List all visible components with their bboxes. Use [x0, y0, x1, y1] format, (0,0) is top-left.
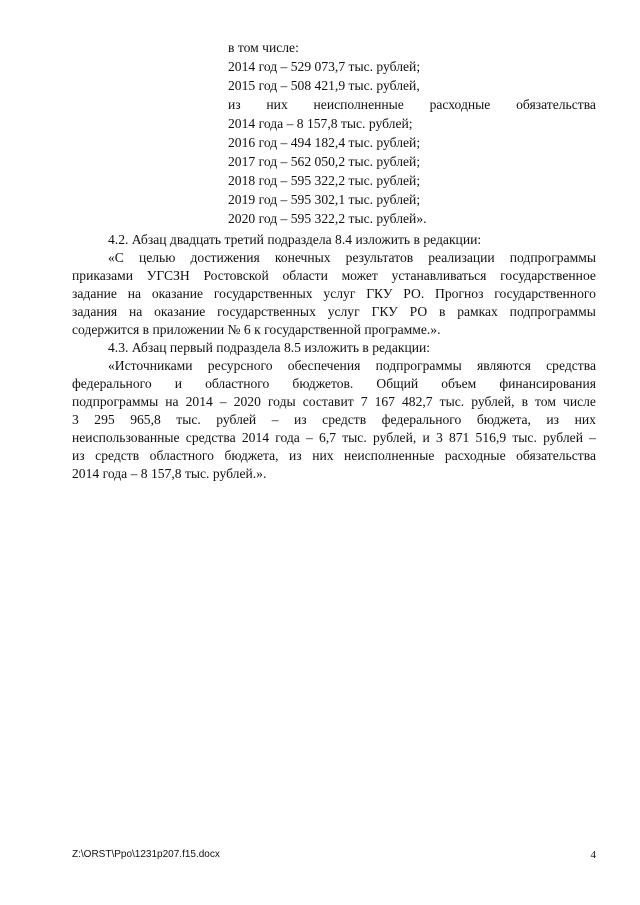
word: приказами: [72, 268, 134, 283]
word: оказание: [151, 286, 204, 301]
block-line: 2017 год – 562 050,2 тыс. рублей;: [228, 154, 421, 169]
word: 2014: [241, 430, 270, 445]
word: средств: [322, 412, 367, 427]
word: расходные: [429, 97, 491, 112]
word: услуг: [323, 286, 356, 301]
word: финансирования: [499, 376, 596, 391]
file-path: Z:\ORST\Ppo\1231p207.f15.docx: [72, 849, 220, 860]
word: 482,7: [402, 394, 433, 409]
word: из: [546, 412, 560, 427]
word: них: [266, 97, 288, 112]
word: конечных: [274, 250, 331, 265]
word: 6,7: [319, 430, 337, 445]
block-line: [228, 95, 596, 114]
word: из: [289, 448, 302, 463]
paragraph-line: [72, 411, 596, 429]
word: в: [438, 304, 446, 319]
word: областного: [205, 376, 270, 391]
word: 516,9: [475, 430, 507, 445]
word: «Источниками: [108, 358, 193, 373]
word: обязательства: [516, 97, 596, 112]
word: 295: [94, 412, 115, 427]
word: года: [275, 430, 300, 445]
paragraph-line: [72, 429, 596, 447]
word: тыс.: [342, 430, 367, 445]
block-line: 2016 год – 494 182,4 тыс. рублей;: [228, 135, 421, 150]
page-number: 4: [590, 849, 596, 861]
word: федерального: [72, 376, 152, 391]
word: 167: [374, 394, 395, 409]
word: подпрограммы: [375, 358, 462, 373]
word: «С: [108, 250, 124, 265]
funding-by-year-block: [228, 38, 596, 228]
word: –: [219, 394, 227, 409]
word: 2014: [185, 394, 213, 409]
word: государственное: [500, 268, 596, 283]
word: 7: [360, 394, 368, 409]
word: них: [574, 412, 596, 427]
paragraph-line: [72, 249, 596, 267]
word: бюджета,: [224, 448, 279, 463]
word: –: [306, 430, 313, 445]
block-line: 2015 год – 508 421,9 тыс. рублей,: [228, 78, 420, 93]
word: тыс.: [176, 412, 201, 427]
word: объем: [441, 376, 477, 391]
block-line: 2014 год – 529 073,7 тыс. рублей;: [228, 59, 421, 74]
word: неисполненные: [344, 448, 435, 463]
word: них: [312, 448, 334, 463]
word: рублей,: [372, 430, 417, 445]
word: рублей: [543, 430, 583, 445]
word: средства: [546, 358, 596, 373]
word: подпрограммы: [72, 394, 159, 409]
word: результатов: [345, 250, 414, 265]
word: из: [72, 448, 85, 463]
word: годы: [267, 394, 296, 409]
block-line: в том числе:: [228, 40, 299, 55]
paragraph-line: [72, 447, 596, 465]
section-4-2: [72, 231, 596, 339]
word: составит: [302, 394, 354, 409]
block-line-justified: [228, 95, 596, 114]
word: Общий: [376, 376, 419, 391]
word: тыс.: [512, 430, 537, 445]
section-heading: 4.2. Абзац двадцать третий подраздела 8.4 изложить в редакции:: [108, 232, 482, 247]
word: 3: [72, 412, 79, 427]
word: 965,8: [130, 412, 161, 427]
word: рублей: [216, 412, 257, 427]
word: 2020: [233, 394, 261, 409]
word: Ростовской: [203, 268, 269, 283]
word: на: [128, 304, 143, 319]
word: области: [282, 268, 328, 283]
word: на: [127, 286, 142, 301]
paragraph-line: [72, 267, 596, 285]
word: федерального: [381, 412, 462, 427]
paragraph-line: [72, 303, 596, 321]
word: неиспользованные: [72, 430, 180, 445]
word: задания: [72, 304, 118, 319]
word: средства: [185, 430, 236, 445]
word: в: [521, 394, 528, 409]
section-4-3: [72, 339, 596, 483]
word: может: [341, 268, 378, 283]
word: –: [589, 430, 596, 445]
word: целью: [138, 250, 176, 265]
paragraph-line: [72, 393, 596, 411]
word: ГКУ: [371, 304, 398, 319]
word: бюджетов.: [292, 376, 354, 391]
word: 871: [448, 430, 470, 445]
word: и: [422, 430, 430, 445]
word: ГКУ: [366, 286, 393, 301]
word: УГСЗН: [146, 268, 190, 283]
paragraph-line: 2014 года – 8 157,8 тыс. рублей.».: [72, 466, 267, 481]
word: из: [228, 97, 241, 112]
word: являются: [477, 358, 531, 373]
word: задание: [72, 286, 117, 301]
word: услуг: [327, 304, 360, 319]
paragraph-line: [72, 357, 596, 375]
word: числе: [562, 394, 596, 409]
paragraph-line: [72, 375, 596, 393]
word: из: [294, 412, 307, 427]
block-line: 2019 год – 595 302,1 тыс. рублей;: [228, 192, 421, 207]
word: средств: [95, 448, 140, 463]
word: расходные: [444, 448, 506, 463]
word: на: [165, 394, 179, 409]
page-footer: [72, 849, 596, 861]
word: устанавливаться: [391, 268, 487, 283]
word: обеспечения: [287, 358, 361, 373]
word: оказание: [154, 304, 206, 319]
word: государственных: [213, 286, 313, 301]
word: областного: [149, 448, 214, 463]
word: РО: [409, 304, 428, 319]
word: реализации: [428, 250, 495, 265]
word: тыс.: [439, 394, 465, 409]
word: рублей,: [471, 394, 515, 409]
paragraph-line: [72, 285, 596, 303]
word: рамках: [457, 304, 498, 319]
word: том: [535, 394, 556, 409]
word: бюджета,: [476, 412, 531, 427]
word: ресурсного: [207, 358, 273, 373]
word: неисполненные: [313, 97, 404, 112]
word: подпрограммы: [509, 304, 596, 319]
block-line: 2018 год – 595 322,2 тыс. рублей;: [228, 173, 421, 188]
word: –: [271, 412, 279, 427]
word: Прогноз: [435, 286, 484, 301]
word: достижения: [190, 250, 260, 265]
word: государственного: [494, 286, 596, 301]
word: обязательства: [516, 448, 596, 463]
word: РО.: [403, 286, 425, 301]
paragraph-line: содержится в приложении № 6 к государственной программе.».: [72, 322, 441, 337]
word: государственных: [217, 304, 316, 319]
block-line: 2014 года – 8 157,8 тыс. рублей;: [228, 116, 413, 131]
block-line: 2020 год – 595 322,2 тыс. рублей».: [228, 211, 427, 226]
word: 3: [435, 430, 443, 445]
word: и: [174, 376, 182, 391]
section-heading: 4.3. Абзац первый подраздела 8.5 изложить в редакции:: [108, 340, 431, 355]
word: подпрограммы: [509, 250, 596, 265]
